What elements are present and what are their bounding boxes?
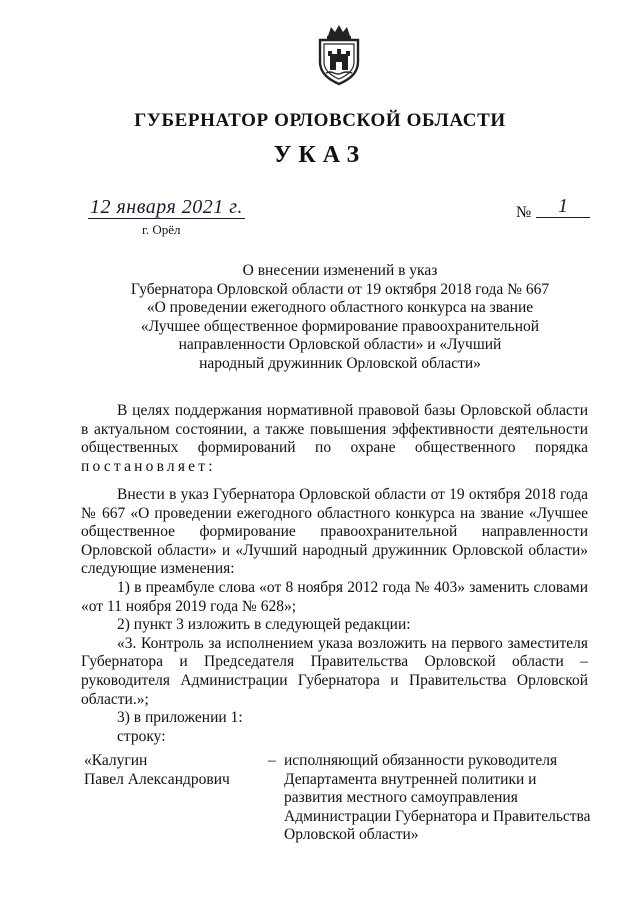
person-given-names: Павел Александрович <box>84 770 230 788</box>
preamble <box>81 402 588 476</box>
item-3-sub: строку: <box>117 727 166 745</box>
person-name <box>84 752 244 789</box>
subject-line: народный дружинник Орловской области» <box>199 354 481 372</box>
subject-line: О внесении изменений в указ <box>242 262 438 279</box>
main-intro: Внести в указ Губернатора Орловской области от 19 октября 2018 года № 667 «О проведении ежегодного областного конкурса на звание «Лучшее общественное формирование правоохранительной направленности Орловской области» и «Лучший народный дружинник Орловской области» следующие изменения: <box>81 486 588 578</box>
item-2: 2) пункт 3 изложить в следующей редакции: <box>117 616 411 634</box>
decree-subject <box>120 262 560 374</box>
handwritten-number: 1 <box>536 195 590 218</box>
subject-line: направленности Орловской области» и «Лучший <box>178 336 502 354</box>
handwritten-date: 12 января 2021 г. <box>90 196 243 218</box>
number-label: № <box>516 204 532 221</box>
document-type: УКАЗ <box>273 142 367 168</box>
coat-of-arms-icon <box>314 22 364 86</box>
person-surname: «Калугин <box>84 752 148 769</box>
person-position: исполняющий обязанности руководителя Департамента внутренней политики и развития местного самоуправления Администрации Губернатора и Правительства Орловской области» <box>284 752 591 844</box>
separator-dash: – <box>268 752 276 769</box>
subject-line: «О проведении ежегодного областного конкурса на звание <box>146 299 534 317</box>
item-3: 3) в приложении 1: <box>117 709 243 727</box>
decree-word: постановляет: <box>81 457 216 475</box>
item-1: 1) в преамбуле слова «от 8 ноября 2012 года № 403» заменить словами «от 11 ноября 2019 года № 628»; <box>81 578 588 615</box>
preamble-text: В целях поддержания нормативной правовой базы Орловской области в актуальном состоянии, а также повышения эффективности деятельности общественных формирований по охране общественного порядка <box>81 402 588 457</box>
decree-body <box>81 486 588 746</box>
issue-city: г. Орёл <box>142 222 181 237</box>
issuer-title: ГУБЕРНАТОР ОРЛОВСКОЙ ОБЛАСТИ <box>134 110 506 131</box>
item-2-text: «3. Контроль за исполнением указа возложить на первого заместителя Губернатора и Председателя Правительства Орловской области – руководителя Администрации Губернатора и Правительства Орловской области.»; <box>81 634 588 708</box>
subject-line: Губернатора Орловской области от 19 октября 2018 года № 667 <box>130 280 550 298</box>
subject-line: «Лучшее общественное формирование правоохранительной <box>140 317 540 335</box>
